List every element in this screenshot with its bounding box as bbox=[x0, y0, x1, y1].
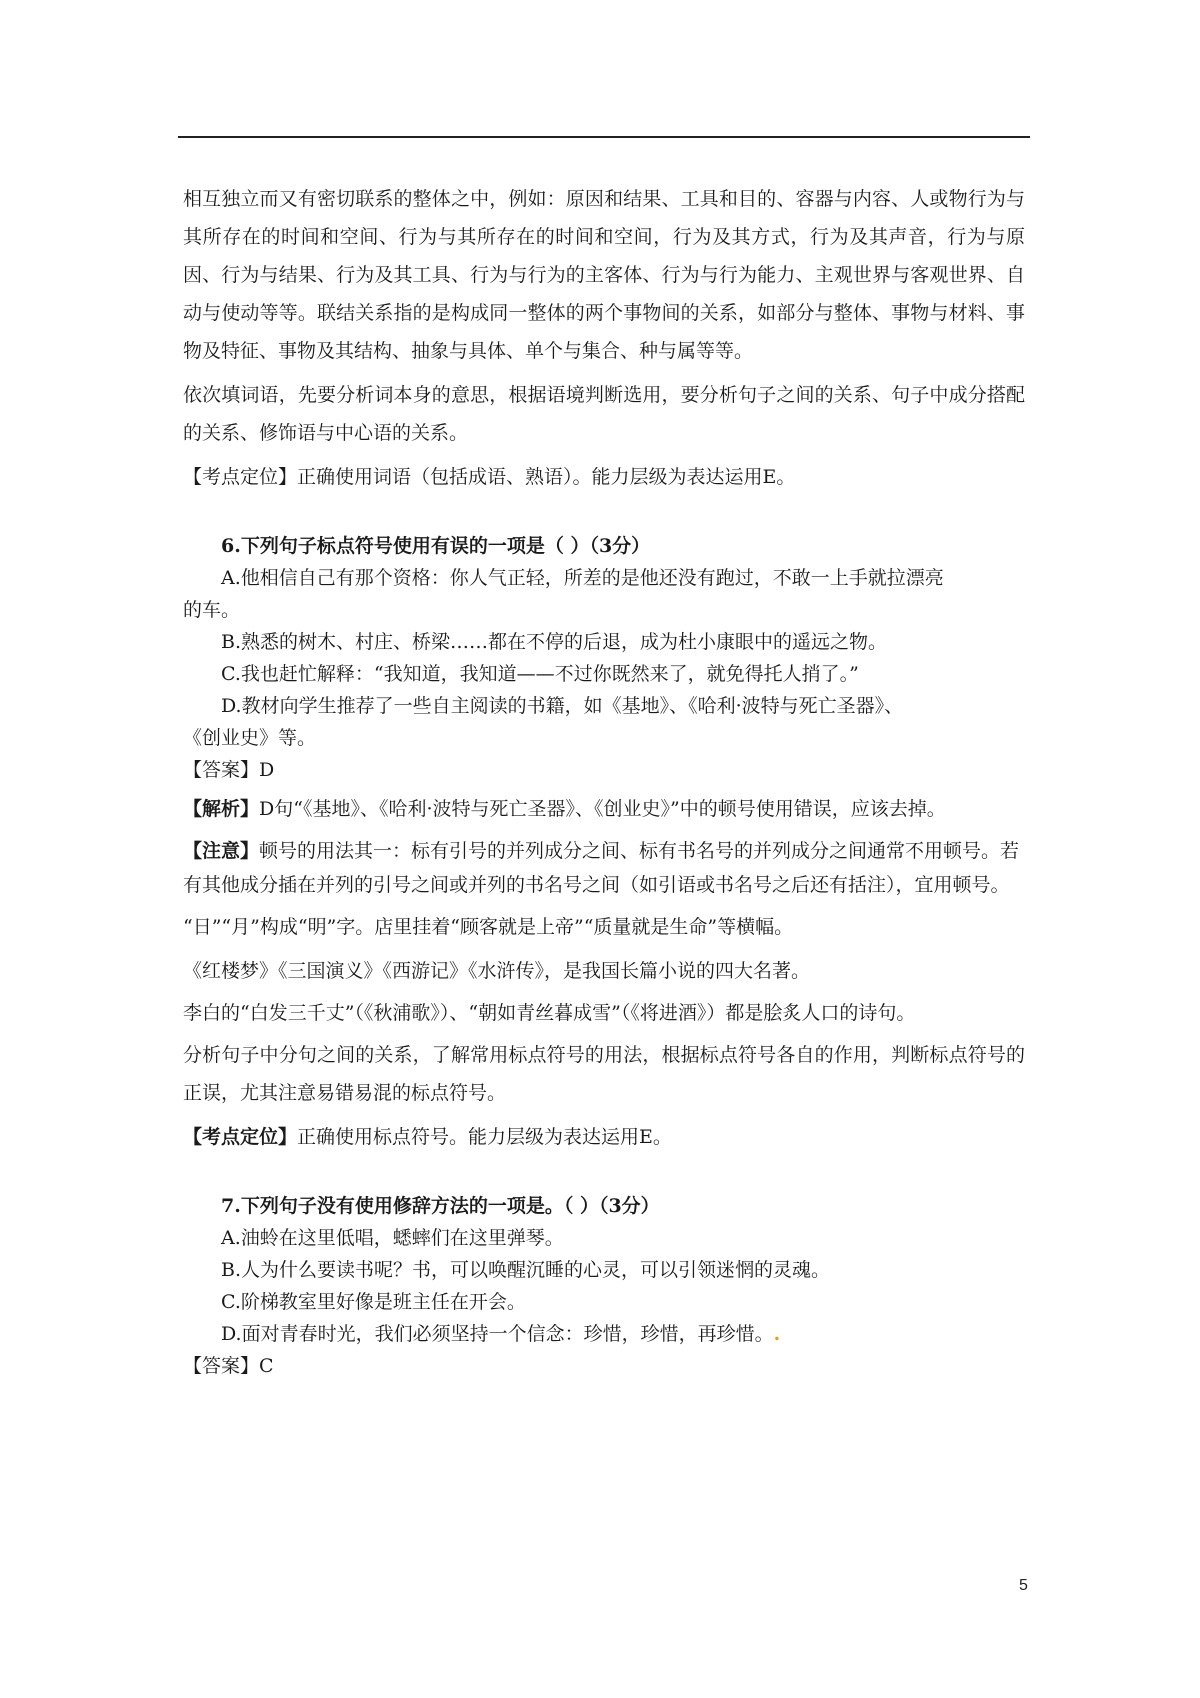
question-7-option-c: C.阶梯教室里好像是班主任在开会。 bbox=[221, 1291, 526, 1313]
question-6-option-a: A.他相信自己有那个资格：你人气正轻，所差的是他还没有跑过，不敢一上手就拉漂亮 bbox=[221, 567, 944, 589]
question-7-answer: 【答案】C bbox=[183, 1355, 274, 1377]
question-6-analysis: 【解析】D句“《基地》、《哈利·波特与死亡圣器》、《创业史》”中的顿号使用错误，应该去掉。 bbox=[183, 798, 946, 820]
question-7-option-d: D.面对青春时光，我们必须坚持一个信念：珍惜，珍惜，再珍惜。. bbox=[221, 1323, 781, 1345]
question-7-option-b: B.人为什么要读书呢？书，可以唤醒沉睡的心灵，可以引领迷惘的灵魂。 bbox=[221, 1259, 831, 1281]
kaodian-words: 【考点定位】正确使用词语（包括成语、熟语）。能力层级为表达运用E。 bbox=[183, 466, 796, 488]
example-1: “日”“月”构成“明”字。店里挂着“顾客就是上帝”“质量就是生命”等横幅。 bbox=[183, 916, 794, 938]
header-rule bbox=[178, 136, 1030, 138]
page-content bbox=[183, 180, 1025, 1382]
question-6-title: 6.下列句子标点符号使用有误的一项是（ ）（3分） bbox=[221, 535, 651, 557]
question-6-option-a-cont: 的车。 bbox=[183, 599, 241, 621]
question-6-option-b: B.熟悉的树木、村庄、桥梁……都在不停的后退，成为杜小康眼中的遥远之物。 bbox=[221, 631, 888, 653]
kaodian-punctuation: 【考点定位】正确使用标点符号。能力层级为表达运用E。 bbox=[183, 1126, 672, 1148]
question-6-option-c: C.我也赶忙解释：“我知道，我知道——不过你既然来了，就免得托人捎了。” bbox=[221, 663, 859, 685]
page-number: 5 bbox=[1019, 1577, 1028, 1594]
paragraph-method-words: 依次填词语，先要分析词本身的意思，根据语境判断选用，要分析句子之间的关系、句子中成分搭配的关系、修饰语与中心语的关系。 bbox=[183, 384, 1025, 444]
question-6-note: 【注意】顿号的用法其一：标有引号的并列成分之间、标有书名号的并列成分之间通常不用顿号。若有其他成分插在并列的引号之间或并列的书名号之间（如引语或书名号之后还有括注），宜用顿号。 bbox=[183, 840, 1020, 896]
question-7-title: 7.下列句子没有使用修辞方法的一项是。（ ）（3分） bbox=[221, 1195, 660, 1217]
question-6-option-d-cont: 《创业史》等。 bbox=[183, 727, 317, 749]
question-7-option-a: A.油蛉在这里低唱，蟋蟀们在这里弹琴。 bbox=[221, 1227, 564, 1249]
paragraph-relations: 相互独立而又有密切联系的整体之中，例如：原因和结果、工具和目的、容器与内容、人或物行为与其所存在的时间和空间、行为与其所存在的时间和空间，行为及其方式，行为及其声音，行为与原因、行为与结果、行为及其工具、行为与行为的主客体、行为与行为能力、主观世界与客观世界、自动与使动等等。联结关系指的是构成同一整体的两个事物间的关系，如部分与整体、事物与材料、事物及特征、事物及其结构、抽象与具体、单个与集合、种与属等等。 bbox=[183, 188, 1025, 362]
example-3: 李白的“白发三千丈”（《秋浦歌》）、“朝如青丝暮成雪”（《将进酒》）都是脍炙人口的诗句。 bbox=[183, 1002, 916, 1024]
paragraph-method-punctuation: 分析句子中分句之间的关系，了解常用标点符号的用法，根据标点符号各自的作用，判断标点符号的正误，尤其注意易错易混的标点符号。 bbox=[183, 1044, 1025, 1104]
question-6-answer: 【答案】D bbox=[183, 759, 275, 781]
example-2: 《红楼梦》《三国演义》《西游记》《水浒传》，是我国长篇小说的四大名著。 bbox=[183, 960, 811, 982]
highlight-dot: . bbox=[773, 1323, 781, 1345]
question-6-option-d: D.教材向学生推荐了一些自主阅读的书籍，如《基地》、《哈利·波特与死亡圣器》、 bbox=[221, 695, 904, 717]
